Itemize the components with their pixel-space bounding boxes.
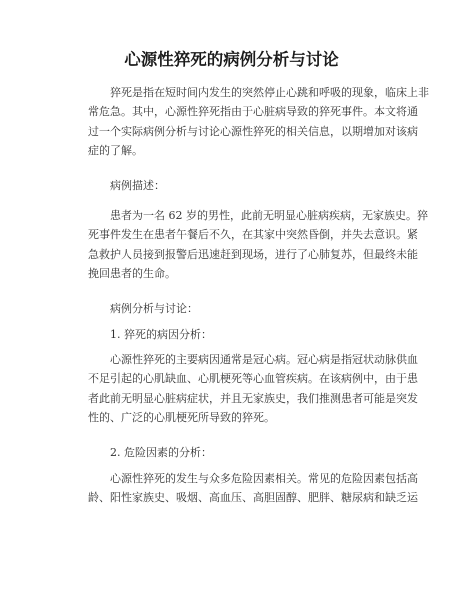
case-line: 挽回患者的生命。 <box>88 266 176 280</box>
cause-paragraph <box>88 350 418 427</box>
risk-line: 心源性猝死的发生与众多危险因素相关。常见的危险因素包括高 <box>110 472 418 485</box>
intro-line: 症的了解。 <box>88 143 143 157</box>
risk-line: 龄、阳性家族史、吸烟、高血压、高胆固醇、肥胖、糖尿病和缺乏运 <box>88 491 418 505</box>
case-line: 急救护人员接到报警后迅速赶到现场，进行了心肺复苏，但最终未能 <box>88 247 418 261</box>
risk-paragraph <box>88 469 418 508</box>
cause-line: 性的、广泛的心肌梗死所导致的猝死。 <box>88 410 275 424</box>
cause-line: 者此前无明显心脏病症状，并且无家族史，我们推测患者可能是突发 <box>88 391 418 405</box>
case-line: 死事件发生在患者午餐后不久，在其家中突然昏倒，并失去意识。紧 <box>88 228 418 242</box>
cause-line: 心源性猝死的主要病因通常是冠心病。冠心病是指冠状动脉供血 <box>110 353 418 366</box>
analysis-heading <box>88 299 390 318</box>
intro-line: 过一个实际病例分析与讨论心源性猝死的相关信息，以期增加对该病 <box>88 124 418 138</box>
case-line: 患者为一名 62 岁的男性，此前无明显心脏病疾病，无家族史。猝 <box>110 209 428 222</box>
cause-line: 不足引起的心肌缺血、心肌梗死等心血管疾病。在该病例中，由于患 <box>88 372 418 386</box>
analysis-heading-text: 病例分析与讨论： <box>110 302 198 315</box>
case-heading-text: 病例描述： <box>110 179 165 192</box>
document-title: 心源性猝死的病例分析与讨论 <box>124 50 339 69</box>
case-heading <box>88 176 390 195</box>
case-paragraph <box>88 206 428 283</box>
risk-heading-text: 2. 危险因素的分析： <box>110 446 212 459</box>
intro-paragraph <box>88 83 429 160</box>
intro-line: 猝死是指在短时间内发生的突然停止心跳和呼吸的现象，临床上非 <box>110 86 429 99</box>
cause-heading-text: 1. 猝死的病因分析： <box>110 328 212 341</box>
risk-heading <box>88 443 390 462</box>
intro-line: 常危急。其中，心源性猝死指由于心脏病导致的猝死事件。本文将通 <box>88 105 418 119</box>
cause-heading <box>88 325 390 344</box>
